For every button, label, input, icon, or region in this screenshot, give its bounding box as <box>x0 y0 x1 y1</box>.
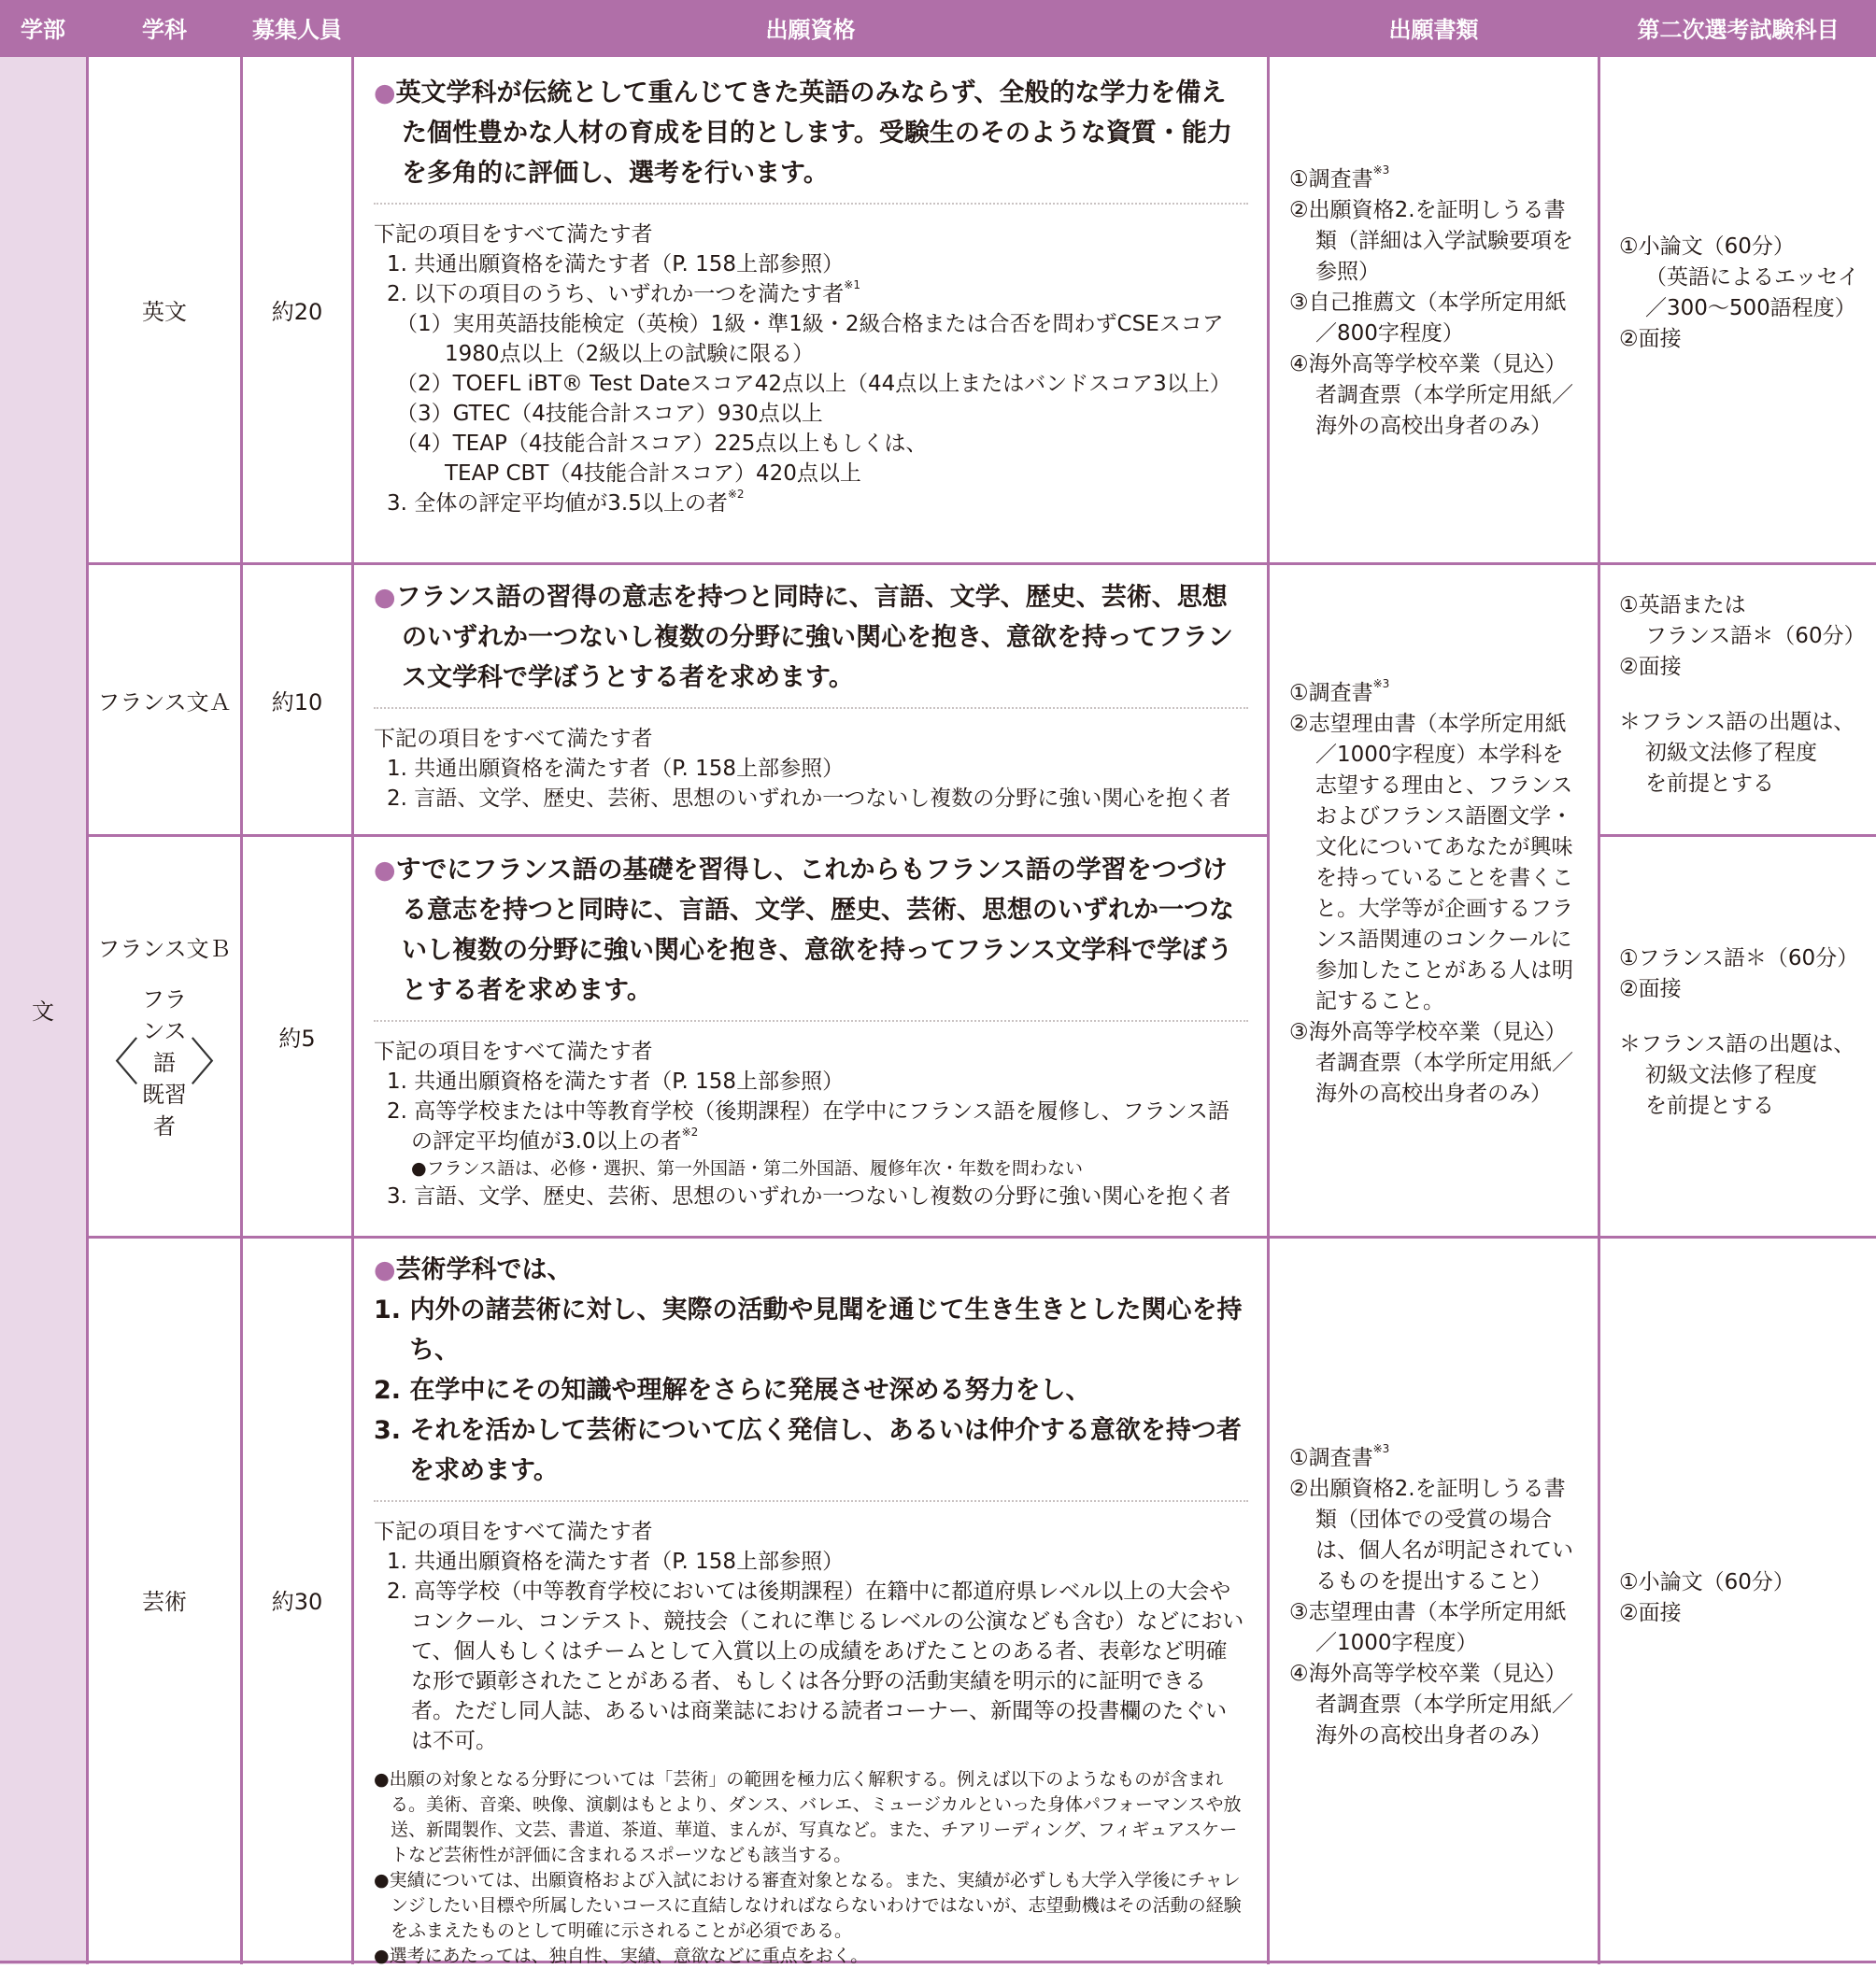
qualification-cell <box>374 73 1248 518</box>
exam-item: ②面接 <box>1619 977 1682 1001</box>
document-item: ①調査書$^{※3}$ <box>1289 677 1390 705</box>
sub-item: （1）実用英語技能検定（英検）1級・準1級・2級合格または合否を問わずCSEスコア1980点以上（2級以上の試験に限る） <box>396 312 1224 366</box>
lead-line: 3. それを活かして芸術について広く発信し、あるいは仲介する意欲を持つ者を求めます。 <box>374 1416 1242 1485</box>
item: 2. 高等学校（中等教育学校においては後期課程）在籍中に都道府県レベル以上の大会やコンクール、コンテスト、競技会（これに準じるレベルの公演なども含む）などにおいて、個人もしくはチームとして入賞以上の成績をあげたことのある者、表彰など明確な形で顕彰されたことがある者、もしくは各分野の活動実績を明示的に証明できる者。ただし同人誌、あるいは商業誌における読者コーナー、新聞等の投書欄のたぐいは不可。 <box>387 1579 1244 1753</box>
document-item: ①調査書$^{※3}$ <box>1289 1442 1390 1470</box>
left-angle-bracket-icon: 〈 <box>89 1033 139 1092</box>
notes <box>374 1767 1248 1969</box>
quota-value: 約20 <box>271 299 323 325</box>
faculty-cell <box>0 54 86 1964</box>
lead-line: 2. 在学中にその知識や理解をさらに発展させ深める努力をし、 <box>374 1376 1091 1405</box>
qualification-body <box>374 724 1248 814</box>
qualification-body <box>374 1517 1248 1756</box>
qualification-lead: ●フランス語の習得の意志を持つと同時に、言語、文学、歴史、芸術、思想のいずれか一つないし複数の分野に強い関心を抱き、意欲を持ってフランス文学科で学ぼうとする者を求めます。 <box>374 583 1233 692</box>
header-documents: 出願書類 <box>1270 0 1598 54</box>
documents-cell <box>1289 1443 1584 1751</box>
document-item: ①調査書$^{※3}$ <box>1289 163 1390 191</box>
grid-line <box>86 1236 1876 1239</box>
header-department: 学科 <box>89 0 240 54</box>
department-name: フランス文Ｂ <box>97 936 232 962</box>
bullet-icon: ● <box>374 583 396 612</box>
quota-value: 約30 <box>271 1589 323 1615</box>
quota-cell <box>243 57 351 562</box>
document-item: ②出願資格2.を証明しうる書類（団体での受賞の場合は、個人名が明記されているものを提出すること） <box>1289 1477 1573 1594</box>
grid-line <box>1598 834 1876 837</box>
item: 3. 全体の評定平均値が3.5以上の者$^{※2}$ <box>387 488 745 516</box>
grid-line <box>1267 0 1270 1964</box>
dotted-divider <box>374 203 1248 205</box>
quota-cell <box>243 1239 351 1961</box>
exam-item: ②面接 <box>1619 655 1682 679</box>
grid-line <box>351 0 354 1964</box>
exam-cell <box>1619 943 1867 1122</box>
exam-item: ①小論文（60分） <box>1619 1570 1795 1594</box>
qualification-lead: ●英文学科が伝統として重んじてきた英語のみならず、全般的な学力を備えた個性豊かな人材の育成を目的とします。受験生のそのような資質・能力を多角的に評価し、選考を行います。 <box>374 78 1232 188</box>
note-item: ●実績については、出願資格および入試における審査対象となる。また、実績が必ずしも大学入学後にチャレンジしたい目標や所属したいコースに直結しなければならないわけではないが、志望動機はその活動の経験をふまえたものとして明確に示されることが必須である。 <box>374 1870 1242 1941</box>
department-sub-line: フランス語 <box>142 986 187 1076</box>
department-cell <box>89 565 240 834</box>
quota-cell <box>243 837 351 1236</box>
bullet-icon: ● <box>374 1255 396 1284</box>
qualification-cell <box>374 577 1248 814</box>
quota-value: 約5 <box>278 1026 316 1052</box>
document-item: ②出願資格2.を証明しうる書類（詳細は入学試験要項を参照） <box>1289 198 1573 284</box>
item: 1. 共通出願資格を満たす者（P. 158上部参照） <box>387 1550 845 1574</box>
note-item: ●選考にあたっては、独自性、実績、意欲などに重点をおく。 <box>374 1946 869 1966</box>
item: 1. 共通出願資格を満たす者（P. 158上部参照） <box>387 252 845 276</box>
documents-cell <box>1289 678 1584 1110</box>
item: 3. 言語、文学、歴史、芸術、思想のいずれか一つないし複数の分野に強い関心を抱く者 <box>387 1184 1231 1209</box>
intro-text: 下記の項目をすべて満たす者 <box>374 1520 653 1544</box>
documents-cell <box>1289 164 1584 442</box>
exam-note: を前提とする <box>1645 772 1774 796</box>
document-item: ③海外高等学校卒業（見込）者調査票（本学所定用紙／海外の高校出身者のみ） <box>1289 1020 1573 1106</box>
department-name: 芸術 <box>142 1589 187 1615</box>
intro-text: 下記の項目をすべて満たす者 <box>374 222 653 247</box>
qualification-body <box>374 1037 1248 1211</box>
item: 2. 以下の項目のうち、いずれか一つを満たす者$^{※1}$ <box>387 278 860 306</box>
dotted-divider <box>374 1500 1248 1502</box>
exam-item: （英語によるエッセイ／300〜500語程度） <box>1645 265 1859 320</box>
lead-line: 1. 内外の諸芸術に対し、実際の活動や見聞を通じて生き生きとした関心を持ち、 <box>374 1296 1243 1365</box>
exam-item: ①フランス語＊（60分） <box>1619 946 1859 970</box>
qualification-cell <box>374 850 1248 1211</box>
qualification-body <box>374 220 1248 518</box>
dotted-divider <box>374 1020 1248 1022</box>
item: 2. 高等学校または中等教育学校（後期課程）在学中にフランス語を履修し、フランス語の評定平均値が3.0以上の者$^{※2}$ <box>387 1099 1229 1154</box>
exam-item: ②面接 <box>1619 327 1682 351</box>
department-cell <box>89 837 240 1236</box>
document-item: ④海外高等学校卒業（見込）者調査票（本学所定用紙／海外の高校出身者のみ） <box>1289 1662 1573 1748</box>
qualification-lead: ●すでにフランス語の基礎を習得し、これからもフランス語の学習をつづける意志を持つと同時に、言語、文学、歴史、芸術、思想のいずれか一つないし複数の分野に強い関心を抱き、意欲を持ってフランス文学科で学ぼうとする者を求めます。 <box>374 856 1234 1005</box>
document-item: ④海外高等学校卒業（見込）者調査票（本学所定用紙／海外の高校出身者のみ） <box>1289 352 1573 438</box>
exam-item: ①小論文（60分） <box>1619 234 1795 259</box>
grid-line <box>1598 0 1600 1964</box>
sub-item: （3）GTEC（4技能合計スコア）930点以上 <box>396 402 823 426</box>
exam-note: 初級文法修了程度 <box>1645 741 1817 765</box>
exam-note: ＊フランス語の出題は、 <box>1619 710 1855 734</box>
bullet-icon: ● <box>374 78 396 107</box>
item: 1. 共通出願資格を満たす者（P. 158上部参照） <box>387 1069 845 1094</box>
qualification-cell <box>374 1250 1248 1969</box>
exam-note: ＊フランス語の出題は、 <box>1619 1032 1855 1056</box>
faculty-name: 文 <box>32 999 54 1025</box>
intro-text: 下記の項目をすべて満たす者 <box>374 727 653 751</box>
document-item: ②志望理由書（本学所定用紙／1000字程度）本学科を志望する理由と、フランスおよびフランス語圏文学・文化についてあなたが興味を持っていることを書くこと。大学等が企画するフランス語関連のコンクールに参加したことがある人は明記すること。 <box>1289 712 1573 1013</box>
department-name: 英文 <box>142 299 187 325</box>
item-note: ●フランス語は、必修・選択、第一外国語・第二外国語、履修年次・年数を問わない <box>411 1158 1084 1179</box>
document-item: ③志望理由書（本学所定用紙／1000字程度） <box>1289 1600 1567 1655</box>
item: 1. 共通出願資格を満たす者（P. 158上部参照） <box>387 757 845 781</box>
header-quota: 募集人員 <box>243 0 351 54</box>
exam-note: 初級文法修了程度 <box>1645 1063 1817 1087</box>
exam-cell <box>1619 1567 1867 1629</box>
bullet-icon: ● <box>374 856 396 885</box>
exam-cell <box>1619 590 1867 800</box>
department-sub <box>89 984 240 1142</box>
exam-note: を前提とする <box>1645 1094 1774 1118</box>
exam-item: フランス語＊（60分） <box>1645 624 1866 648</box>
item: 2. 言語、文学、歴史、芸術、思想のいずれか一つないし複数の分野に強い関心を抱く者 <box>387 786 1231 811</box>
quota-cell <box>243 565 351 834</box>
grid-line <box>86 562 1876 565</box>
department-sub-line: 既習者 <box>142 1082 187 1140</box>
intro-text: 下記の項目をすべて満たす者 <box>374 1040 653 1064</box>
exam-item: ②面接 <box>1619 1601 1682 1625</box>
right-angle-bracket-icon: 〉 <box>190 1033 240 1092</box>
sub-item: （2）TOEFL iBT® Test Dateスコア42点以上（44点以上またはバンドスコア3以上） <box>396 372 1231 396</box>
header-exam: 第二次選考試験科目 <box>1600 0 1876 54</box>
qualification-lead: ●芸術学科では、 1. 内外の諸芸術に対し、実際の活動や見聞を通じて生き生きとした関心を持ち、 2. 在学中にその知識や理解をさらに発展させ深める努力をし、 3. それを活かして芸術について広く発信し、あるいは仲介する意欲を持つ者を求めます。 <box>374 1250 1248 1491</box>
header-faculty: 学部 <box>0 0 86 54</box>
dotted-divider <box>374 707 1248 709</box>
exam-item: ①英語または <box>1619 593 1746 617</box>
department-cell <box>89 1239 240 1961</box>
note-item: ●出願の対象となる分野については「芸術」の範囲を極力広く解釈する。例えば以下のようなものが含まれる。美術、音楽、映像、演劇はもとより、ダンス、バレエ、ミュージカルといった身体パフォーマンスや放送、新聞製作、文芸、書道、茶道、華道、まんが、写真など。また、チアリーディング、フィギュアスケートなど芸術性が評価に含まれるスポーツなども該当する。 <box>374 1769 1242 1865</box>
department-name: フランス文Ａ <box>97 688 232 715</box>
header-qualification: 出願資格 <box>354 0 1267 54</box>
exam-cell <box>1619 232 1867 355</box>
document-item: ③自己推薦文（本学所定用紙／800字程度） <box>1289 290 1567 346</box>
sub-item: TEAP CBT（4技能合計スコア）420点以上 <box>445 461 861 486</box>
department-cell <box>89 57 240 562</box>
quota-value: 約10 <box>271 688 323 715</box>
sub-item: （4）TEAP（4技能合計スコア）225点以上もしくは、 <box>396 432 928 456</box>
